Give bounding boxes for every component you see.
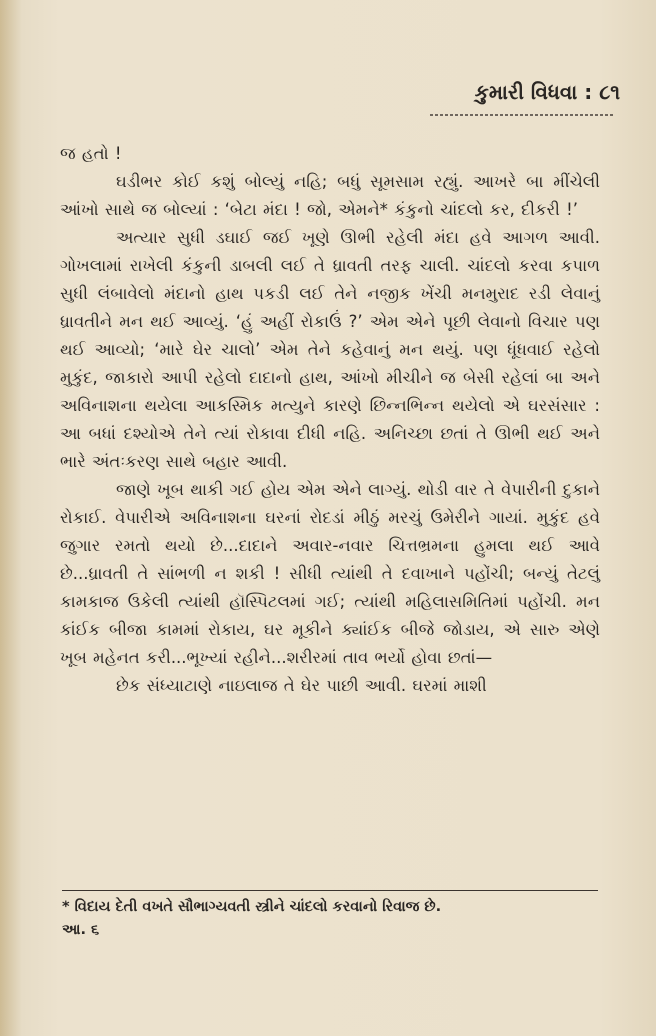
printer-signature: આ. ૬: [62, 922, 100, 938]
footnote: * વિદાય દેતી વખતે સૌભાગ્યવતી સ્ત્રીને ચાંદલો કરવાનો રિવાજ છે.: [62, 899, 442, 915]
paragraph: અત્યાર સુધી ડઘાઈ જઈ ખૂણે ઊભી રહેલી મંદા હવે આગળ આવી. ગોખલામાં રાખેલી કંકુની ડાબલી લઈ તે ધ્રાવતી તરફ ચાલી. ચાંદલો કરવા કપાળ સુધી લંબાવેલો મંદાનો હાથ પકડી લઈ તેને નજીક ખેંચી મનમુરાદ રડી લેવાનું ધ્રાવતીને મન થઈ આવ્યું. ‘હું અહીં રોકાઉં ?’ એમ એને પૂછી લેવાનો વિચાર પણ થઈ આવ્યો; ‘મારે ઘેર ચાલો’ એમ તેને કહેવાનું મન થયું. પણ ધૂંધવાઈ રહેલો મુકુંદ, જાકારો આપી રહેલો દાદાનો હાથ, આંખો મીચીને જ બેસી રહેલાં બા અને અવિનાશના થયેલા આકસ્મિક મત્યુને કારણે છિન્નભિન્ન થયેલો એ ઘરસંસાર : આ બધાં દશ્યોએ તેને ત્યાં રોકાવા દીધી નહિ. અનિચ્છા છતાં તે ઊભી થઈ અને ભારે અંતઃકરણ સાથે બહાર આવી.: [60, 228, 600, 471]
paragraph: જાણે ખૂબ થાકી ગઈ હોય એમ એને લાગ્યું. થોડી વાર તે વેપારીની દુકાને રોકાઈ. વેપારીએ અવિનાશના ઘરનાં રોદડાં મીઠું મરચું ઉમેરીને ગાયાં. મુકુંદ હવે જુગાર રમતો થયો છે...દાદાને અવાર-નવાર ચિત્તભ્રમના હુમલા થઈ આવે છે...ધ્રાવતી તે સાંભળી ન શકી ! સીધી ત્યાંથી તે દવાખાને પહોંચી; બન્યું તેટલું કામકાજ ઉકેલી ત્યાંથી હૉસ્પિટલમાં ગઈ; ત્યાંથી મહિલાસમિતિમાં પહોંચી. મન કાંઈક બીજા કામમાં રોકાય, ઘર મૂકીને ક્યાંઈક બીજે જોડાય, એ સારુ એણે ખૂબ મહેનત કરી...ભૂખ્યાં રહીને...શરીરમાં તાવ ભર્યો હોવા છતાં—: [60, 480, 600, 667]
running-header: કુમારી વિધવા : ૮૧: [474, 80, 620, 104]
paragraph: છેક સંધ્યાટાણે નાઇલાજ તે ઘેર પાછી આવી. ઘરમાં માશી: [116, 676, 487, 695]
header-underline: [430, 114, 615, 116]
body-text: [60, 140, 600, 700]
footnote-divider: [62, 890, 598, 891]
paragraph: ઘડીભર કોઈ કશું બોલ્યું નહિ; બધું સૂમસામ રહ્યું. આખરે બા મીંચેલી આંખો સાથે જ બોલ્યાં : ‘બેટા મંદા ! જો, એમને* કંકુનો ચાંદલો કર, દીકરી !’: [60, 172, 600, 219]
paragraph: જ હતો !: [60, 144, 122, 163]
